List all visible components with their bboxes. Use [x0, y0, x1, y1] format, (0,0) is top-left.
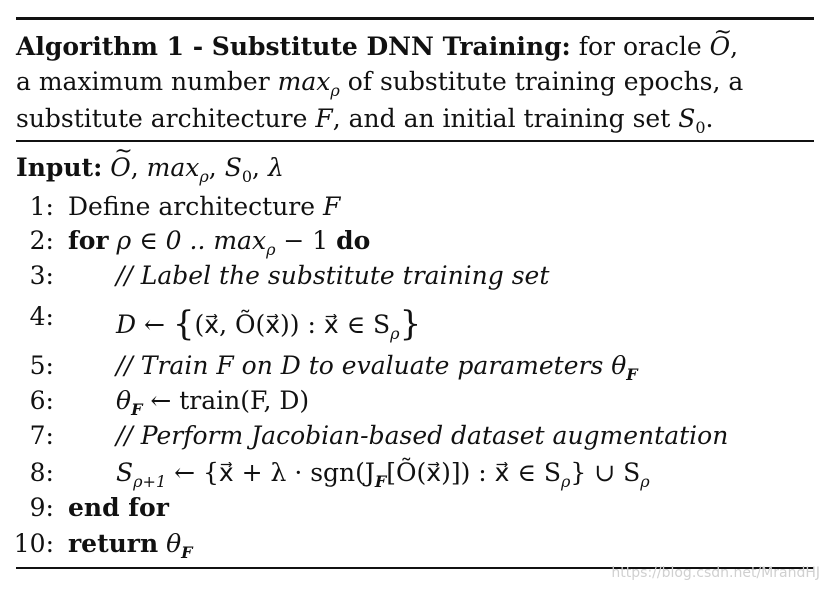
line-number: 5:	[29, 351, 54, 380]
line-number: 4:	[29, 302, 54, 331]
line-number: 7:	[29, 421, 54, 450]
input-line: Input: ~ O, $\max_\rho$, $S_0$, λ	[16, 153, 284, 182]
line-number: 6:	[29, 386, 54, 415]
comment: // Perform Jacobian-based dataset augmentation	[116, 421, 729, 450]
top-rule	[16, 17, 814, 20]
line-number: 1:	[29, 192, 54, 221]
line-number: 9:	[29, 493, 54, 522]
line-number: 3:	[29, 261, 54, 290]
algorithm-header: Algorithm 1 - Substitute DNN Training: for oracle ~ O, a maximum number $\max_\rho$ of substitute training epochs, a substitute architecture F, and an initial training set $S_0$.	[16, 30, 816, 140]
line-number: 2:	[29, 226, 54, 255]
line-number: 10:	[13, 529, 54, 558]
header-divider	[16, 140, 814, 142]
line-number: 8:	[29, 458, 54, 487]
algorithm-title: Algorithm 1 - Substitute DNN Training:	[16, 32, 571, 61]
comment: // Train F on D to evaluate parameters $\theta_F$	[116, 351, 638, 384]
oracle-symbol: ~ O	[710, 30, 731, 65]
watermark: https://blog.csdn.net/MrandHJ	[611, 565, 820, 581]
input-label: Input:	[16, 153, 103, 182]
comment: // Label the substitute training set	[116, 261, 550, 290]
